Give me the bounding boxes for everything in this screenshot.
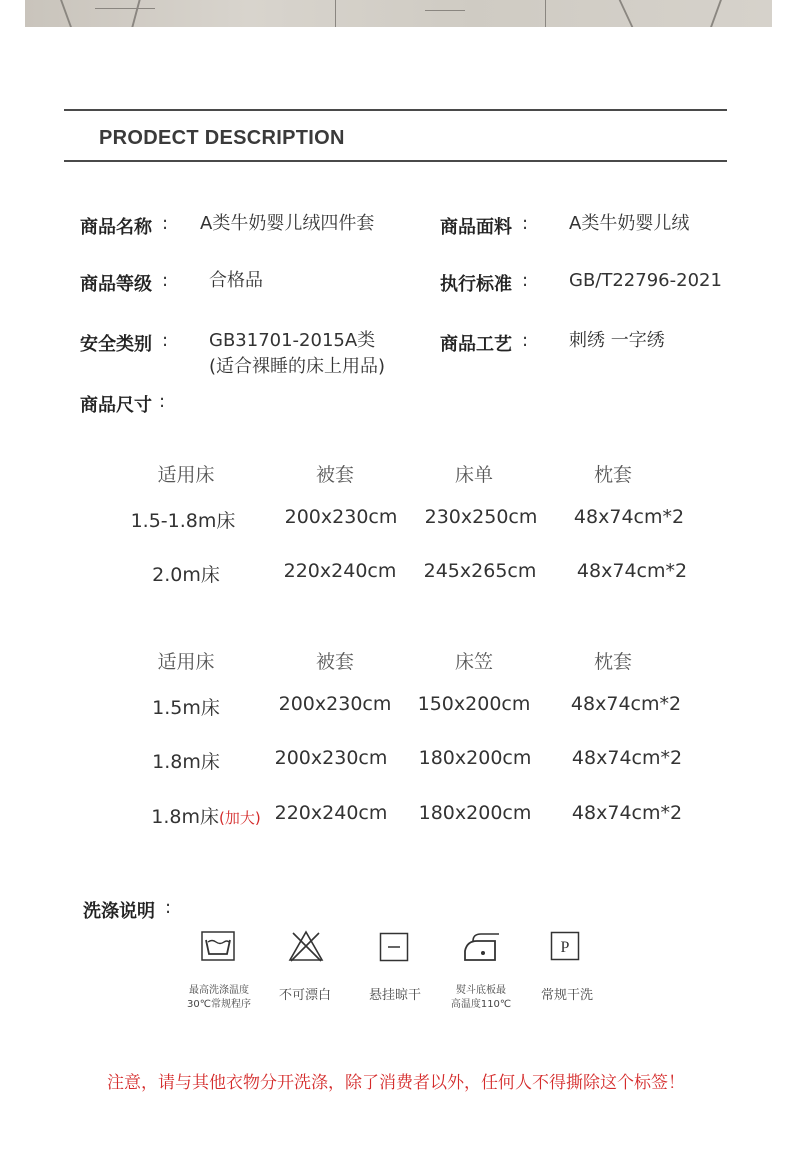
spec-label-standard: 执行标准 xyxy=(440,274,512,295)
table1-header: 床单 xyxy=(454,464,494,486)
spec-value-fabric: A类牛奶婴儿绒 xyxy=(569,213,690,234)
dry-clean-icon xyxy=(550,931,580,961)
wash-title-colon: : xyxy=(165,897,172,918)
table2-cell: 180x200cm xyxy=(418,747,532,769)
wash-caption-iron xyxy=(451,984,511,1012)
table1-cell: 48x74cm*2 xyxy=(576,560,688,582)
spec-value-safety: GB31701-2015A类 xyxy=(209,330,376,351)
table2-header: 被套 xyxy=(315,651,355,673)
table2-cell-oversize xyxy=(151,802,260,829)
table2-cell: 1.5m床 xyxy=(152,697,220,719)
wash-caption-line: 最高洗涤温度 xyxy=(189,985,249,996)
wash-caption-hang-dry: 悬挂晾干 xyxy=(368,988,422,1003)
spec-colon: : xyxy=(162,330,169,351)
table1-cell: 48x74cm*2 xyxy=(573,506,685,528)
table1-header: 适用床 xyxy=(157,464,215,486)
table2-cell: 200x230cm xyxy=(274,747,388,769)
iron-icon xyxy=(461,931,503,963)
table1-header: 枕套 xyxy=(593,464,633,486)
spec-value-craft: 刺绣 一字绣 xyxy=(569,330,665,351)
wash-caption-line: 高温度110℃ xyxy=(450,999,512,1010)
wash-caption-no-bleach: 不可漂白 xyxy=(278,988,332,1003)
wash-caption-line: 熨斗底板最 xyxy=(455,985,506,996)
table2-cell: 1.8m床 xyxy=(151,806,220,828)
table1-header: 被套 xyxy=(315,464,355,486)
spec-value-safety-note: (适合裸睡的床上用品) xyxy=(209,356,386,377)
spec-colon: : xyxy=(522,330,529,351)
spec-value-name: A类牛奶婴儿绒四件套 xyxy=(200,213,375,234)
table2-cell: 180x200cm xyxy=(418,802,532,824)
spec-colon: : xyxy=(522,270,529,291)
spec-colon: : xyxy=(162,213,169,234)
table1-cell: 230x250cm xyxy=(424,506,538,528)
table2-cell: 1.8m床 xyxy=(152,751,220,773)
spec-label-size: 商品尺寸 xyxy=(80,395,152,416)
table2-cell: 48x74cm*2 xyxy=(571,747,683,769)
product-photo-strip xyxy=(25,0,772,27)
spec-label-name: 商品名称 xyxy=(80,217,152,238)
spec-label-fabric: 商品面料 xyxy=(440,217,512,238)
table2-cell: 150x200cm xyxy=(417,693,531,715)
care-notice: 注意，请与其他衣物分开洗涤，除了消费者以外，任何人不得撕除这个标签！ xyxy=(107,1073,685,1093)
table2-header: 床笠 xyxy=(454,651,494,673)
table2-cell: 220x240cm xyxy=(274,802,388,824)
table1-cell: 245x265cm xyxy=(423,560,537,582)
table1-cell: 200x230cm xyxy=(284,506,398,528)
spec-value-standard: GB/T22796-2021 xyxy=(569,270,722,291)
hang-dry-icon xyxy=(379,932,409,962)
table1-cell: 220x240cm xyxy=(283,560,397,582)
spec-label-craft: 商品工艺 xyxy=(440,334,512,355)
spec-colon: : xyxy=(159,391,166,412)
table2-header: 适用床 xyxy=(157,651,215,673)
spec-value-grade: 合格品 xyxy=(209,270,263,291)
wash-title: 洗涤说明 xyxy=(83,901,155,922)
oversize-note: (加大) xyxy=(219,809,261,827)
table1-cell: 1.5-1.8m床 xyxy=(130,510,236,532)
wash-caption-dry-clean: 常规干洗 xyxy=(540,988,594,1003)
table2-header: 枕套 xyxy=(593,651,633,673)
spec-colon: : xyxy=(522,213,529,234)
spec-label-safety: 安全类别 xyxy=(80,334,152,355)
wash-caption-line: 30℃常规程序 xyxy=(187,999,251,1010)
table1-cell: 2.0m床 xyxy=(152,564,220,586)
title-rule-top xyxy=(64,109,727,111)
section-title: PRODECT DESCRIPTION xyxy=(99,127,345,149)
table2-cell: 200x230cm xyxy=(278,693,392,715)
wash-tub-icon xyxy=(200,930,236,962)
table2-cell: 48x74cm*2 xyxy=(570,693,682,715)
no-bleach-icon xyxy=(287,929,325,963)
spec-label-grade: 商品等级 xyxy=(80,274,152,295)
table2-cell: 48x74cm*2 xyxy=(571,802,683,824)
dry-clean-symbol: P xyxy=(560,939,570,956)
spec-colon: : xyxy=(162,270,169,291)
wash-caption-temp xyxy=(187,984,251,1012)
title-rule-bottom xyxy=(64,160,727,162)
